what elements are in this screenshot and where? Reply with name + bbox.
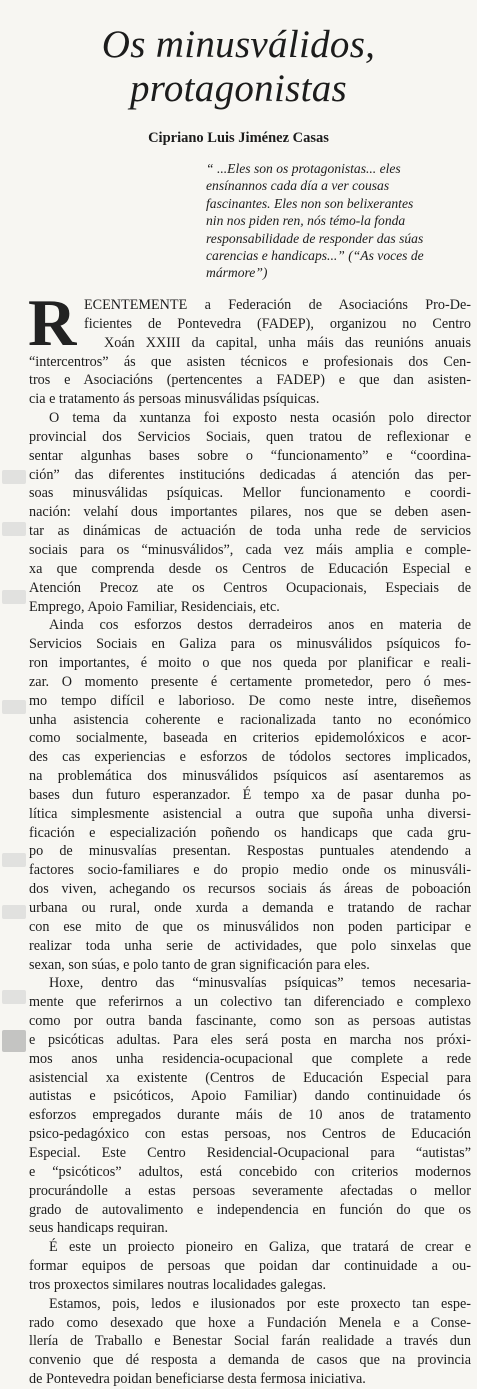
paragraph-line: unha asistencia coherente e racionalizada tanto no económico <box>29 711 471 728</box>
epigraph-quote <box>206 160 468 282</box>
paragraph-line: urbana ou rural, onde xurda a demanda e tratando de rachar <box>29 900 471 916</box>
paragraph-line: po de minusvalías presentan. Respostas puntuales atendendo a <box>29 843 471 860</box>
paragraph <box>29 296 471 409</box>
paragraph-line: tros proxectos similares noutras localidades galegas. <box>29 1276 327 1293</box>
paragraph-line: na problemática dos minusválidos psíquicos así asentaremos as <box>29 768 471 785</box>
scan-smudge <box>2 990 26 1004</box>
paragraph-line: ficación e especialización poñendo os handicaps que cada gru- <box>29 824 471 841</box>
article-body <box>29 296 471 1389</box>
paragraph-line: como socialmente, baseada en criterios epidemolóxicos e acor- <box>29 730 471 747</box>
paragraph-line: de Pontevedra poidan beneficiarse desta fermosa iniciativa. <box>29 1371 366 1388</box>
article-title-line-1: Os minusválidos, <box>101 23 376 66</box>
paragraph-line: ficientes de Pontevedra (FADEP), organizou no Centro <box>84 315 471 332</box>
author-byline: Cipriano Luis Jiménez Casas <box>148 130 329 146</box>
paragraph-line: autistas e psicóticos, Apoio Familiar) dando continuidade ós <box>29 1088 471 1105</box>
paragraph-line: formar equipos de persoas que poidan dar continuidade a ou- <box>29 1258 471 1275</box>
paragraph-line: asistencial xa existente (Centros de Educación Especial para <box>29 1069 471 1086</box>
quote-line: nin nos piden ren, nós témo-la fonda <box>206 213 406 229</box>
paragraph-line: Servicios Sociais en Galiza para os minusválidos psíquicos fo- <box>29 636 471 653</box>
paragraph-line: como por outra banda fascinante, como son as persoas autistas <box>29 1013 471 1030</box>
paragraph-line: Especial. Este Centro Residencial-Ocupacional para “autistas” <box>29 1144 471 1161</box>
paragraph-line: procurándolle a estas persoas severamente afectadas o mellor <box>29 1182 471 1199</box>
paragraph-line: psico-pedagóxico con estas persoas, nos Centros de Educación <box>29 1126 471 1143</box>
paragraph-line: sexan, son súas, e polo tanto de gran significación para eles. <box>29 956 370 973</box>
paragraph-line: provincial dos Servicios Sociais, quen tratou de reflexionar e <box>29 428 471 445</box>
paragraph <box>29 1238 471 1295</box>
paragraph-line: seus handicaps requiran. <box>29 1220 169 1237</box>
paragraph-line: cia e tratamento ás persoas minusválidas psíquicas. <box>29 391 320 408</box>
quote-line: “ ...Eles son os protagonistas... eles <box>206 161 401 176</box>
paragraph-line: Ainda cos esforzos destos derradeiros anos en materia de <box>49 617 471 634</box>
scan-smudge <box>2 700 26 714</box>
paragraph-line: dos viven, achegando os recursos sociais ás áreas de poboación <box>29 881 471 898</box>
paragraph-line: É este un proiecto pioneiro en Galiza, que tratará de crear e <box>49 1239 471 1256</box>
quote-line: fascinantes. Eles non son belixerantes <box>206 195 414 211</box>
paragraph-line: realizar toda unha serie de actividades, que polo sinxelas que <box>29 937 471 954</box>
paragraph-line: ECENTEMENTE a Federación de Asociacións Pro-De- <box>84 297 471 313</box>
scan-smudge <box>2 853 26 867</box>
paragraph-line: bases dun futuro esperanzador. É tempo xa de pasar dunha po- <box>29 786 471 803</box>
scan-smudge <box>2 1030 26 1052</box>
paragraph-line: xa que comprenda desde os Centros de Educación Especial e <box>29 560 471 577</box>
scan-smudge <box>2 590 26 604</box>
paragraph-line: Atención Precoz ate os Centros Ocupacionais, Especiais de <box>29 579 471 596</box>
paragraph-line: rado como desexado que hoxe a Fundación Menela e a Conse- <box>29 1314 471 1331</box>
quote-line: ensínannos cada día a ver cousas <box>206 178 390 194</box>
scan-smudge <box>2 905 26 919</box>
paragraph-line: Xoán XXIII da capital, unha máis das reunións anuais <box>104 334 471 351</box>
scan-smudge <box>2 470 26 484</box>
paragraph-line: mente que referirnos a un colectivo tan diferenciado e complexo <box>29 994 471 1011</box>
paragraph-line: grado de autovalimento e independencia en función do que os <box>29 1201 471 1218</box>
paragraph-line: tros e Asociacións (pertencentes a FADEP) e que dan asisten- <box>29 372 471 389</box>
paragraph-line: O tema da xuntanza foi exposto nesta ocasión polo director <box>49 410 471 427</box>
drop-cap: R <box>28 286 77 360</box>
paragraph-line: Estamos, pois, ledos e ilusionados por este proxecto tan espe- <box>49 1295 471 1312</box>
paragraph-line: “intercentros” ás que asisten técnicos e profesionais dos Cen- <box>29 353 471 370</box>
paragraph-line: con ese mito de que os minusválidos non poden participar e <box>29 918 471 935</box>
quote-line: responsabilidade de responder das súas <box>206 230 424 246</box>
paragraph-line: Emprego, Apoio Familiar, Residenciais, etc. <box>29 598 280 615</box>
paragraph-line: mos anos unha residencia-ocupacional que complete a rede <box>29 1050 471 1067</box>
article-title-line-2: protagonistas <box>130 67 347 110</box>
paragraph <box>29 1295 471 1389</box>
paragraph-line: ron importantes, é moito o que nos queda por planificar e reali- <box>29 655 471 672</box>
paragraph-line: lítica simplesmente asistencial a outra que supoña unha diversi- <box>29 805 471 822</box>
paragraph-line: factores socio-familiares e do propio medio onde os minusváli- <box>29 862 471 879</box>
paragraph <box>29 409 471 616</box>
paragraph-line: sociais para os “minusválidos”, cada vez máis amplia e comple- <box>29 541 471 558</box>
scan-smudge <box>2 522 26 536</box>
paragraph-line: llería de Traballo e Benestar Social farán realidade a través dun <box>29 1333 471 1350</box>
quote-line: carencias e handicaps...” (“As voces de <box>206 248 424 264</box>
paragraph-line: nación: velahí dous importantes pilares, nos que se deben asen- <box>29 504 471 521</box>
paragraph-line: zar. O momento presente é certamente prometedor, pero ó mes- <box>29 673 471 690</box>
paragraph <box>29 974 471 1238</box>
paragraph-line: mo tempo difícil e laborioso. De como neste intre, diseñemos <box>29 692 471 709</box>
quote-line: mármore”) <box>206 265 268 281</box>
paragraph-line: tar as dinámicas de actuación de toda unha rede de servicios <box>29 523 471 540</box>
paragraph-line: des cas experiencias e esforzos de tódolos sectores implicados, <box>29 749 471 766</box>
paragraph-line: ción” das diferentes institucións dedicadas á atención das per- <box>29 466 471 483</box>
paragraph-line: convenio que dé resposta a demanda de casos que na provincia <box>29 1352 471 1369</box>
paragraph-line: Hoxe, dentro das “minusvalías psíquicas” temos necesaria- <box>49 975 471 992</box>
paragraph-line: e psicóticas adultas. Para eles será posta en marcha nos próxi- <box>29 1031 471 1048</box>
paragraph-line: e “psicóticos” adultos, está concebido con criterios modernos <box>29 1163 471 1180</box>
paragraph-line: esforzos empregados durante máis de 10 anos de tratamento <box>29 1107 471 1124</box>
paragraph-line: soas minusválidas psíquicas. Mellor funcionamento e coordi- <box>29 485 471 502</box>
paragraph-line: sentar algunhas bases sobre o “funcionamento” e “coordina- <box>29 447 471 464</box>
paragraph <box>29 616 471 974</box>
